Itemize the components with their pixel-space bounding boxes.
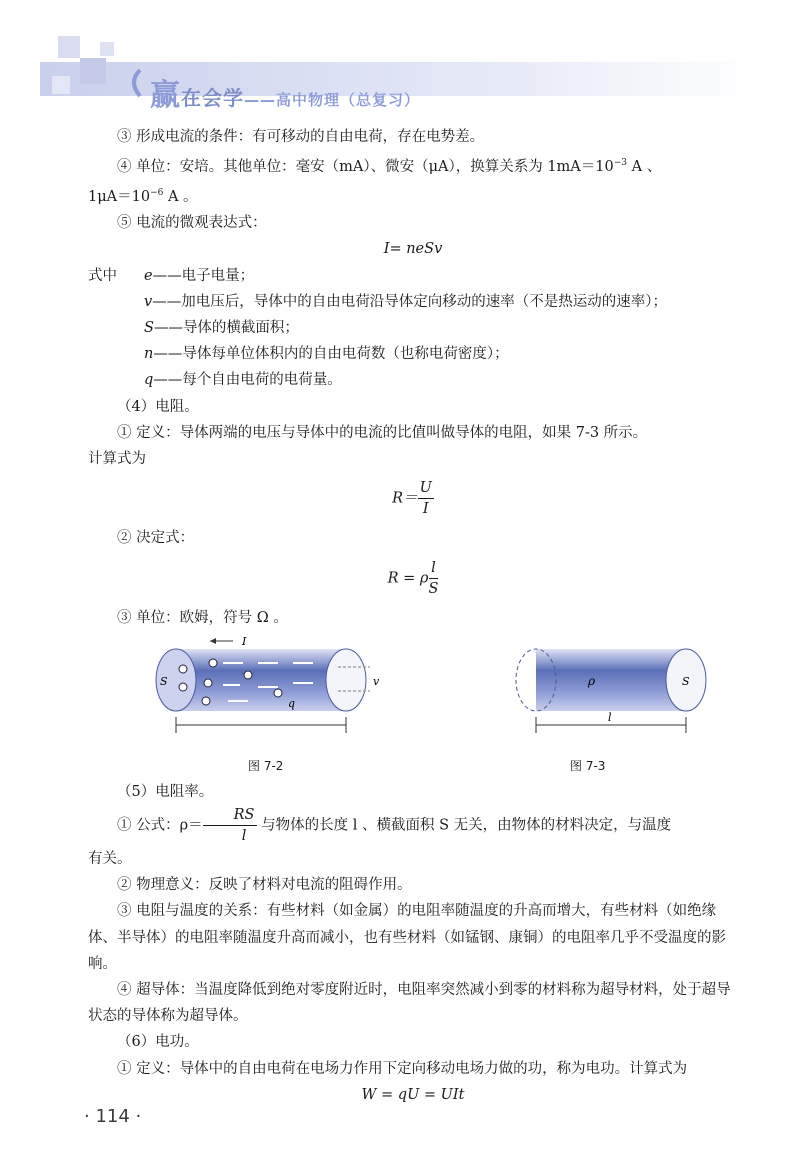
fraction <box>428 558 438 599</box>
text-span: A 、 <box>627 159 662 176</box>
text-line <box>88 805 738 846</box>
definition-text: ——导体的横截面积； <box>153 320 299 337</box>
label-S: S <box>160 674 168 688</box>
text-line: ③ 形成电流的条件：有可移动的自由电荷，存在电势差。 <box>117 129 485 145</box>
text-span: ① 公式：ρ＝ <box>117 817 203 834</box>
electron-icon <box>179 683 187 691</box>
text-line: 计算式为 <box>88 451 146 468</box>
page-content <box>88 124 738 1108</box>
figure-7-2 <box>88 635 738 753</box>
text-line: ③ 单位：欧姆，符号 Ω 。 <box>117 609 288 626</box>
formula-lhs: R = ρ <box>387 570 429 586</box>
formula-resistance <box>88 478 738 519</box>
header-square-icon <box>58 36 80 58</box>
electron-icon <box>274 689 282 697</box>
definition-text: ——电子电量； <box>152 267 255 284</box>
electron-icon <box>179 665 187 673</box>
definition-row <box>88 289 738 315</box>
formula-resistivity <box>88 558 738 599</box>
text-span: 与物体的长度 l 、横截面积 S 无关，由物体的材料决定，与温度 <box>256 817 672 834</box>
header-subtitle: ——高中物理（总复习） <box>244 91 421 109</box>
arrowhead-icon <box>210 638 216 644</box>
fraction-denominator: S <box>428 580 439 597</box>
fraction-denominator: I <box>422 501 429 518</box>
label-rho: ρ <box>588 673 596 688</box>
definition-text: ——导体每单位体积内的自由电荷数（也称电荷密度）； <box>153 346 509 363</box>
header-square-icon <box>80 58 106 84</box>
section-heading: （4）电阻。 <box>117 398 199 415</box>
definition-row <box>88 367 738 393</box>
definition-row <box>88 315 738 341</box>
definition-text: ——加电压后，导体中的自由电荷沿导体定向移动的速率（不是热运动的速率）； <box>152 293 667 310</box>
fraction <box>418 478 434 519</box>
text-paragraph: ① 定义：导体中的自由电荷在电场力作用下定向移动电场力做的功，称为电功。计算式为 <box>117 1060 688 1077</box>
formula-lhs: R＝ <box>392 490 418 507</box>
text-line: ② 决定式： <box>117 530 195 547</box>
header-logo-big: 赢 <box>150 78 181 113</box>
superscript: −6 <box>150 188 164 199</box>
header-square-icon <box>52 76 70 94</box>
formula-current: I= neSv <box>383 241 443 258</box>
electron-icon <box>204 679 212 687</box>
resistor-body <box>536 649 686 711</box>
figures-row <box>88 635 738 775</box>
definition-var: n <box>144 346 154 363</box>
label-I: I <box>242 634 247 648</box>
header-title <box>150 70 420 114</box>
fraction-denominator: l <box>241 827 247 844</box>
page-number: · 114 · <box>84 1106 142 1127</box>
definition-var: q <box>144 372 154 389</box>
conductor-body <box>176 649 346 711</box>
label-S: S <box>682 674 690 688</box>
figure-caption: 图 7-3 <box>570 758 606 773</box>
text-line <box>88 150 738 180</box>
figure-caption: 图 7-2 <box>248 758 284 773</box>
fraction-numerator: l <box>429 558 438 579</box>
fraction <box>203 805 257 846</box>
text-span: A 。 <box>163 189 198 206</box>
formula-work: W = qU = UIt <box>361 1086 465 1103</box>
section-heading: （5）电阻率。 <box>117 783 214 800</box>
fraction-numerator: RS <box>203 805 257 826</box>
definition-var: e <box>144 267 153 284</box>
text-line: ② 物理意义：反映了材料对电流的阻碍作用。 <box>117 877 412 894</box>
header-logo-text: 在会学 <box>181 86 244 110</box>
definition-var: v <box>144 293 153 310</box>
label-l: l <box>608 710 612 724</box>
electron-icon <box>209 659 217 667</box>
label-v: v <box>373 674 380 688</box>
text-line: 有关。 <box>88 850 132 867</box>
superscript: −3 <box>613 158 628 169</box>
label-q: q <box>288 696 296 710</box>
text-paragraph: ④ 超导体：当温度降低到绝对零度附近时，电阻率突然减小到零的材料称为超导材料，处于超导状态的导体称为超导体。 <box>88 981 731 1025</box>
definition-prefix: 式中 <box>88 267 117 284</box>
fraction-numerator: U <box>418 478 434 499</box>
text-line: ① 定义：导体两端的电压与导体中的电流的比值叫做导体的电阻，如果 7-3 所示。 <box>117 424 648 441</box>
header-square-icon <box>100 42 114 56</box>
electron-icon <box>244 671 252 679</box>
text-paragraph: ③ 电阻与温度的关系：有些材料（如金属）的电阻率随温度的升高而增大，有些材料（如绝缘体、半导体）的电阻率随温度升高而减小，也有些材料（如锰钢、康铜）的电阻率几乎不受温度的影响。 <box>88 903 726 972</box>
definition-text: ——每个自由电荷的电荷量。 <box>153 372 342 389</box>
definition-row <box>88 263 738 289</box>
conductor-right-face <box>326 649 366 711</box>
definition-var: S <box>144 320 154 337</box>
section-heading: （6）电功。 <box>117 1034 199 1051</box>
text-span: ④ 单位：安培。其他单位：毫安（mA）、微安（μA），换算关系为 1mA＝10 <box>117 159 614 176</box>
definition-row <box>88 341 738 367</box>
page-header <box>0 0 800 120</box>
text-line <box>88 180 738 210</box>
electron-icon <box>202 697 210 705</box>
text-span: 1μA＝10 <box>88 189 151 206</box>
text-line: ⑤ 电流的微观表达式： <box>117 215 267 232</box>
